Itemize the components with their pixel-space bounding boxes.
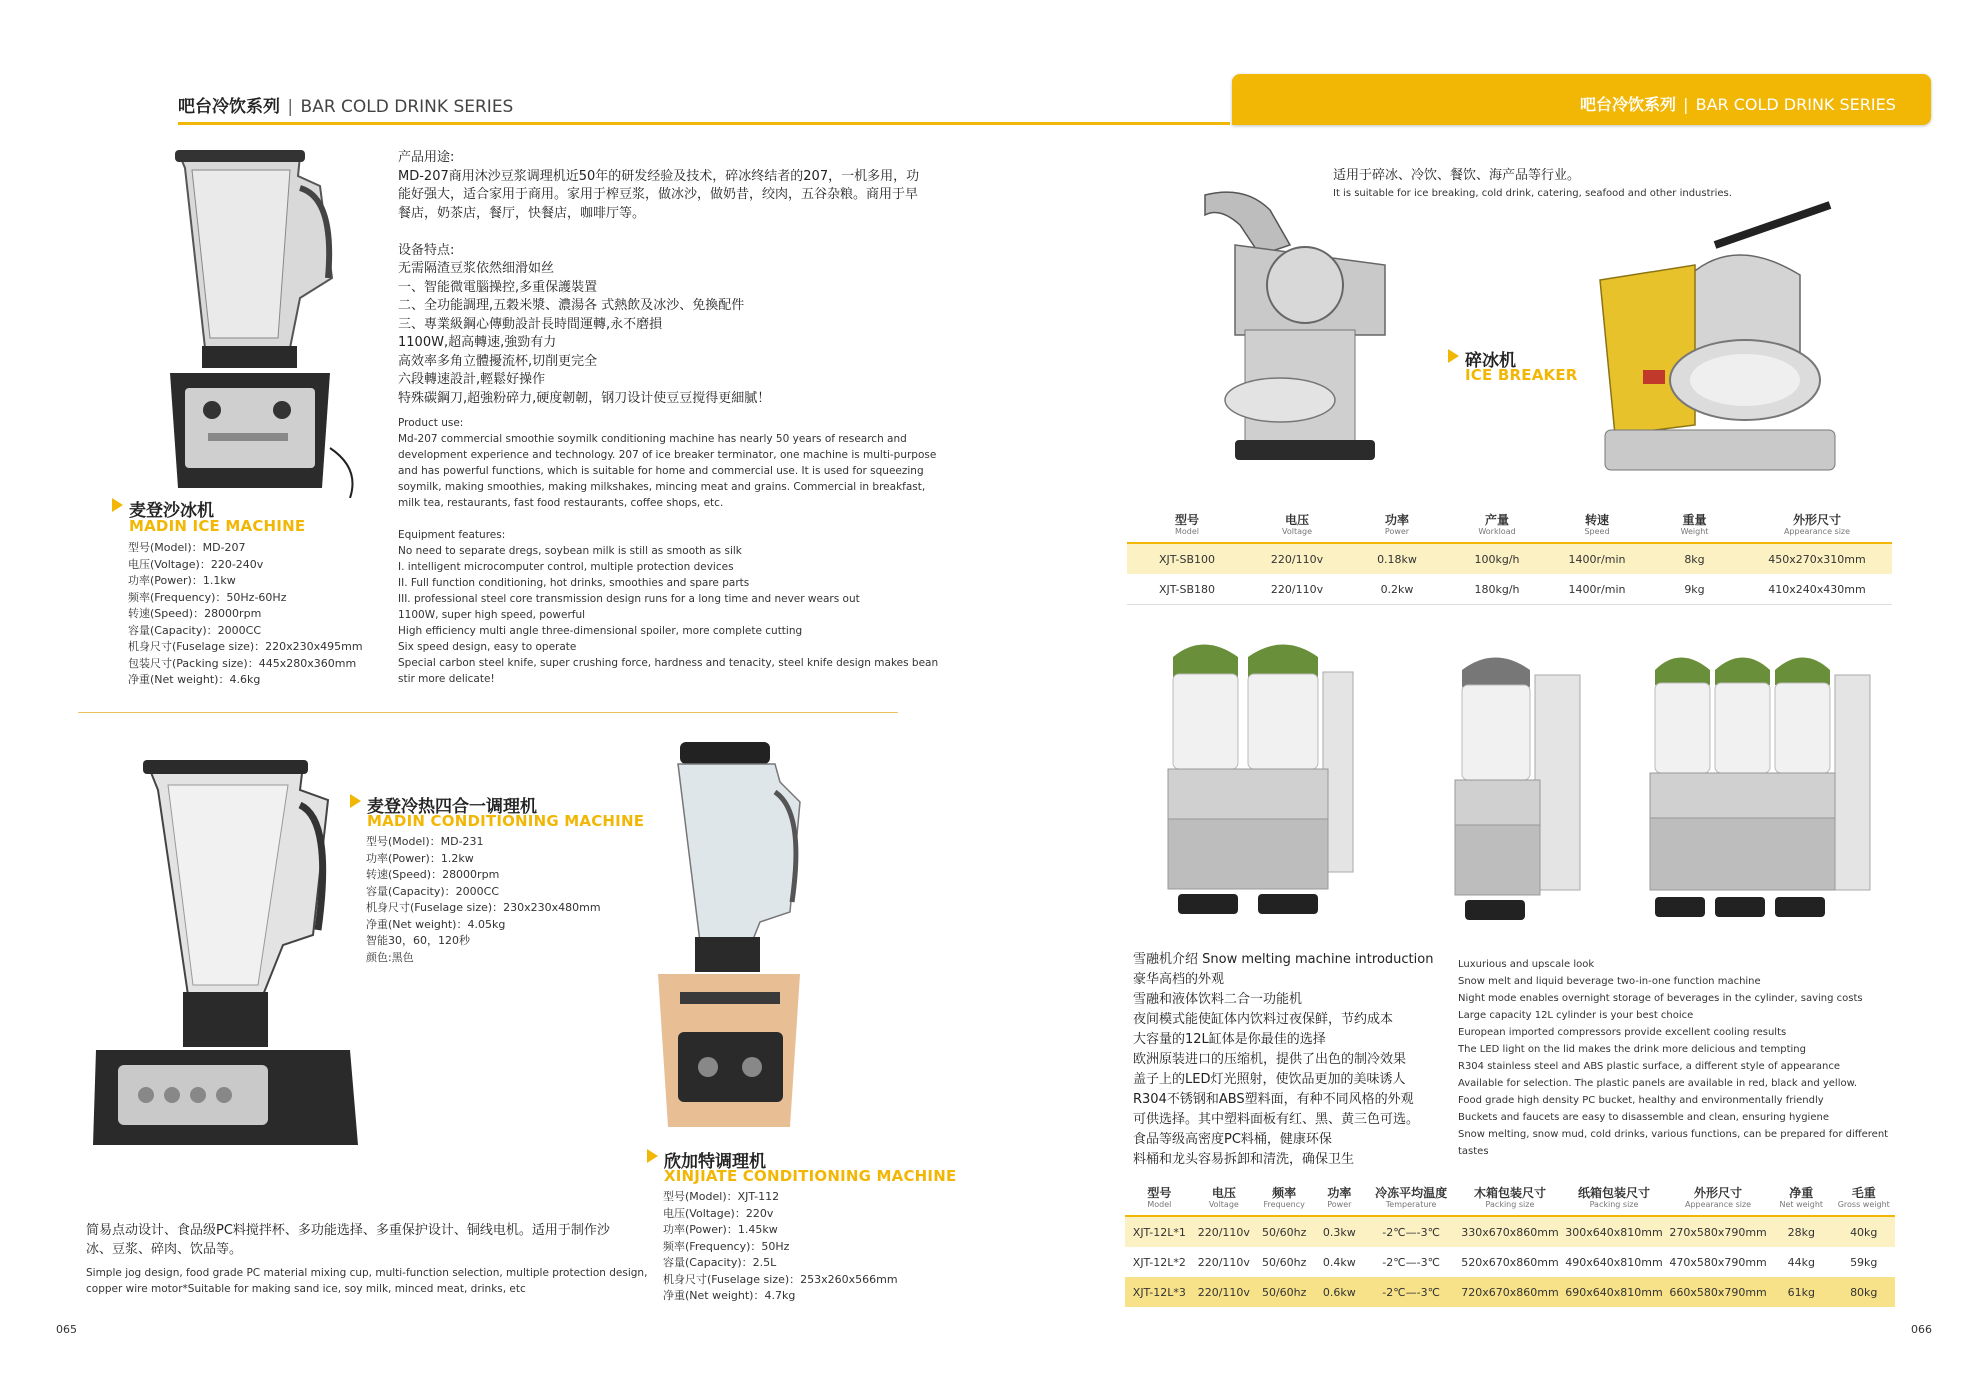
left-header-en: BAR COLD DRINK SERIES <box>300 97 514 117</box>
table-header-row <box>1125 1185 1895 1216</box>
intro-line: 夜间模式能使缸体内饮料过夜保鲜，节约成本 <box>1133 1012 1394 1027</box>
desc-line: Product use: <box>398 417 464 429</box>
table-header-row <box>1127 512 1892 543</box>
desc-line: 简易点动设计、食品级PC料搅拌杯、多功能选择、多重保护设计、铜线电机。适用于制作沙 <box>86 1223 610 1238</box>
desc-line: and has powerful functions, which is suitable for home and commercial use. It is used for squeezing <box>398 465 924 477</box>
md207-title-marker <box>112 498 123 512</box>
left-header-sep: | <box>287 97 294 117</box>
icebreaker-title-cn: 碎冰机 <box>1465 351 1516 371</box>
snow-intro-cn <box>1133 950 1433 1170</box>
col-header: 外形尺寸 Appearance size <box>1783 513 1851 536</box>
spec-line: 颜色:黑色 <box>366 950 414 964</box>
desc-line: 设备特点: <box>398 242 455 258</box>
desc-line: copper wire motor*Suitable for making sand ice, soy milk, minced meat, drinks, etc <box>86 1283 526 1295</box>
col-header: 冷冻平均温度 Temperature <box>1375 1186 1448 1209</box>
intro-line: The LED light on the lid makes the drink more delicious and tempting <box>1458 1044 1806 1055</box>
intro-line: Buckets and faucets are easy to disassemble and clean, ensuring hygiene <box>1458 1112 1829 1123</box>
intro-line: 雪融和液体饮料二合一功能机 <box>1133 992 1303 1007</box>
desc-line: No need to separate dregs, soybean milk is still as smooth as silk <box>398 545 742 557</box>
spec-line: 型号(Model)：XJT-112 <box>663 1190 780 1203</box>
table-row: XJT-12L*2 220/110v 50/60hz 0.4kw -2℃—-3℃ 520x670x860mm 490x640x810mm 470x580x790mm 44kg 59kg <box>1132 1255 1878 1269</box>
desc-line: 冰、豆浆、碎肉、饮品等。 <box>86 1241 243 1257</box>
left-header-cn: 吧台冷饮系列 <box>178 97 280 117</box>
spec-line: 电压(Voltage)：220-240v <box>128 557 264 571</box>
icebreaker-sb100-image <box>1175 185 1410 470</box>
intro-line: 欧洲原装进口的压缩机，提供了出色的制冷效果 <box>1133 1052 1407 1067</box>
icebreaker-sb180-image <box>1585 195 1845 490</box>
desc-line: I. intelligent microcomputer control, multiple protection devices <box>398 561 734 573</box>
desc-line: Six speed design, easy to operate <box>398 641 577 653</box>
desc-line: Special carbon steel knife, super crushing force, hardness and tenacity, steel knife design makes bean <box>398 657 939 669</box>
intro-cn: 适用于碎冰、冷饮、餐饮、海产品等行业。 <box>1333 168 1581 183</box>
intro-line: Large capacity 12L cylinder is your best choice <box>1458 1010 1694 1021</box>
desc-line: 三、專業級鋼心傳動設計長時間運轉,永不磨損 <box>398 316 663 332</box>
spec-line: 机身尺寸(Fuselage size)：230x230x480mm <box>366 901 601 914</box>
spec-line: 容量(Capacity)：2000CC <box>128 623 262 637</box>
intro-line: R304不锈钢和ABS塑料面，有种不同风格的外观 <box>1133 1092 1414 1107</box>
slush-machine-double-image <box>1148 632 1388 922</box>
spec-line: 净重(Net weight)：4.05kg <box>366 917 506 931</box>
col-header: 频率 Frequency <box>1263 1186 1305 1209</box>
desc-line: development experience and technology. 207 of ice breaker terminator, one machine is multi-purpose <box>398 449 937 461</box>
header-rule <box>178 122 1230 125</box>
left-header <box>178 92 513 117</box>
right-header-en: BAR COLD DRINK SERIES <box>1695 95 1896 114</box>
spec-line: 电压(Voltage)：220v <box>663 1206 774 1220</box>
desc-line: 产品用途: <box>398 150 455 165</box>
snow-intro-en <box>1458 956 1888 1160</box>
spec-line: 频率(Frequency)：50Hz-60Hz <box>128 590 287 604</box>
spec-line: 频率(Frequency)：50Hz <box>663 1239 790 1253</box>
col-header: 型号 Model <box>1147 1186 1172 1209</box>
md207-desc-cn <box>398 149 919 408</box>
spec-line: 净重(Net weight)：4.7kg <box>663 1289 796 1302</box>
spec-line: 机身尺寸(Fuselage size)：220x230x495mm <box>128 640 363 653</box>
icebreaker-title-en: ICE BREAKER <box>1465 366 1578 384</box>
desc-line: III. professional steel core transmission design runs for a long time and never wears out <box>398 593 860 605</box>
desc-line: stir more delicate! <box>398 673 495 685</box>
md207-desc-en <box>398 415 938 687</box>
md231-blender-image <box>88 760 358 1160</box>
intro-line: Luxurious and upscale look <box>1458 959 1595 970</box>
md207-title-en: MADIN ICE MACHINE <box>129 517 306 535</box>
icebreaker-title-marker <box>1448 349 1459 363</box>
spec-line: 型号(Model)：MD-231 <box>366 835 484 848</box>
col-header: 功率 Power <box>1384 513 1410 536</box>
table-row: XJT-SB180 220/110v 0.2kw 180kg/h 1400r/min 9kg 410x240x430mm <box>1127 574 1892 605</box>
desc-line: 餐店，奶茶店，餐厅，快餐店，咖啡厅等。 <box>398 205 646 221</box>
intro-line: Night mode enables overnight storage of beverages in the cylinder, saving costs <box>1458 993 1863 1004</box>
spec-line: 转速(Speed)：28000rpm <box>366 868 500 881</box>
intro-line: 食品等级高密度PC料桶，健康环保 <box>1133 1132 1332 1147</box>
desc-line: Simple jog design, food grade PC material mixing cup, multi-function selection, multiple protection design, <box>86 1267 648 1279</box>
icebreaker-spec-table <box>1127 512 1892 605</box>
intro-line: 豪华高档的外观 <box>1133 972 1225 987</box>
md231-specs <box>366 834 601 966</box>
intro-line: Snow melt and liquid beverage two-in-one function machine <box>1458 976 1761 987</box>
spec-line: 机身尺寸(Fuselage size)：253x260x566mm <box>663 1272 898 1286</box>
col-header: 电压 Voltage <box>1281 513 1312 536</box>
section-divider <box>78 712 898 713</box>
desc-line: milk tea, restaurants, fast food restaurants, coffee shops, etc. <box>398 497 724 509</box>
snow-spec-table <box>1125 1185 1895 1307</box>
col-header: 净重 Net weight <box>1779 1186 1824 1209</box>
intro-line: 料桶和龙头容易拆卸和清洗，确保卫生 <box>1133 1152 1355 1167</box>
md207-title-cn: 麦登沙冰机 <box>129 501 214 521</box>
intro-en: It is suitable for ice breaking, cold drink, catering, seafood and other industries. <box>1333 187 1732 199</box>
spec-line: 容量(Capacity)：2.5L <box>663 1256 777 1269</box>
md231-title-cn: 麦登冷热四合一调理机 <box>367 797 537 817</box>
spec-line: 转速(Speed)：28000rpm <box>128 607 262 620</box>
md231-desc <box>86 1222 647 1297</box>
desc-line: 六段轉速設計,輕鬆好操作 <box>398 372 546 387</box>
col-header: 功率 Power <box>1327 1186 1352 1209</box>
desc-line: 1100W,超高轉速,強勁有力 <box>398 335 557 350</box>
slush-machine-single-image <box>1440 645 1590 925</box>
table-row: XJT-12L*3 220/110v 50/60hz 0.6kw -2℃—-3℃ 720x670x860mm 690x640x810mm 660x580x790mm 61kg 80kg <box>1125 1277 1895 1307</box>
intro-line: European imported compressors provide excellent cooling results <box>1458 1027 1787 1038</box>
desc-line: 高效率多角立體擾流杯,切削更完全 <box>398 353 598 369</box>
right-header-sep: | <box>1683 95 1689 114</box>
col-header: 纸箱包装尺寸 Packing size <box>1578 1186 1651 1209</box>
intro-line: Food grade high density PC bucket, healthy and environmentally friendly <box>1458 1095 1824 1106</box>
intro-line: 盖子上的LED灯光照射，使饮品更加的美味诱人 <box>1133 1072 1406 1087</box>
intro-line: 大容量的12L缸体是你最佳的选择 <box>1133 1032 1326 1047</box>
page-number-right: 066 <box>1911 1323 1932 1336</box>
page-number-left: 065 <box>56 1323 77 1336</box>
col-header: 转速 Speed <box>1584 513 1610 536</box>
xjt112-blender-image <box>640 742 820 1137</box>
desc-line <box>398 223 919 242</box>
intro-line: R304 stainless steel and ABS plastic surface, a different style of appearance <box>1458 1061 1840 1072</box>
desc-line: Md-207 commercial smoothie soymilk conditioning machine has nearly 50 years of research and <box>398 433 907 445</box>
col-header: 电压 Voltage <box>1208 1186 1239 1209</box>
intro-line: 雪融机介绍 Snow melting machine introduction <box>1133 952 1434 967</box>
xjt112-title-cn: 欣加特调理机 <box>664 1152 766 1172</box>
intro-line: Available for selection. The plastic panels are available in red, black and yellow. <box>1458 1078 1858 1089</box>
col-header: 型号 Model <box>1174 513 1200 536</box>
table-row: XJT-SB100 220/110v 0.18kw 100kg/h 1400r/min 8kg 450x270x310mm <box>1127 543 1892 574</box>
spec-line: 智能30，60，120秒 <box>366 934 470 947</box>
desc-line: 1100W, super high speed, powerful <box>398 609 586 621</box>
spec-line: 功率(Power)：1.45kw <box>663 1223 778 1236</box>
md207-blender-image <box>150 148 370 498</box>
spec-line: 功率(Power)：1.1kw <box>128 574 236 587</box>
intro-line: tastes <box>1458 1146 1489 1157</box>
desc-line: 能好强大，适合家用于商用。家用于榨豆浆，做冰沙，做奶昔，绞肉，五谷杂粮。商用于早 <box>398 187 919 202</box>
right-header-cn: 吧台冷饮系列 <box>1580 95 1677 114</box>
spec-line: 净重(Net weight)：4.6kg <box>128 673 261 686</box>
col-header: 外形尺寸 Appearance size <box>1685 1186 1752 1209</box>
spec-line: 型号(Model)：MD-207 <box>128 541 246 554</box>
spec-line: 功率(Power)：1.2kw <box>366 851 474 865</box>
desc-line: II. Full function conditioning, hot drinks, smoothies and spare parts <box>398 577 750 589</box>
table-row: XJT-12L*1 220/110v 50/60hz 0.3kw -2℃—-3℃ 330x670x860mm 300x640x810mm 270x580x790mm 28kg 40kg <box>1125 1216 1895 1247</box>
right-header <box>1580 92 1896 115</box>
xjt112-specs <box>663 1189 898 1305</box>
desc-line: High efficiency multi angle three-dimensional spoiler, more complete cutting <box>398 625 803 637</box>
desc-line: 无需隔渣豆浆依然细滑如丝 <box>398 261 555 276</box>
col-header: 重量 Weight <box>1680 513 1709 536</box>
md231-title-marker <box>350 794 361 808</box>
desc-line: MD-207商用沐沙豆浆调理机近50年的研发经验及技术，碎冰终结者的207，一机多用，功 <box>398 168 920 184</box>
desc-line: soymilk, making smoothies, making milkshakes, mincing meat and grains. Commercial in breakfast, <box>398 481 926 493</box>
slush-machine-triple-image <box>1645 645 1885 925</box>
desc-line: 二、全功能調理,五穀米漿、濃湯各 式熱飲及冰沙、免換配件 <box>398 298 745 313</box>
intro-line: 可供选择。其中塑料面板有红、黑、黄三色可选。 <box>1133 1112 1420 1127</box>
md207-specs <box>128 540 363 689</box>
xjt112-title-marker <box>647 1149 658 1163</box>
spec-line: 包装尺寸(Packing size)：445x280x360mm <box>128 656 357 670</box>
intro-line: Snow melting, snow mud, cold drinks, various functions, can be prepared for different <box>1458 1129 1889 1140</box>
xjt112-title-en: XINJIATE CONDITIONING MACHINE <box>664 1167 957 1185</box>
desc-line: 一、智能微電腦操控,多重保護裝置 <box>398 279 598 295</box>
col-header: 产量 Workload <box>1478 513 1516 536</box>
spec-line: 容量(Capacity)：2000CC <box>366 884 500 898</box>
desc-line: 特殊碳鋼刀,超強粉碎力,硬度韌韌，钢刀设计使豆豆搅得更細膩！ <box>398 390 771 406</box>
col-header: 木箱包装尺寸 Packing size <box>1473 1186 1546 1209</box>
desc-line <box>398 511 938 527</box>
desc-line: Equipment features: <box>398 529 506 541</box>
md231-title-en: MADIN CONDITIONING MACHINE <box>367 812 645 830</box>
col-header: 毛重 Gross weight <box>1837 1186 1890 1209</box>
